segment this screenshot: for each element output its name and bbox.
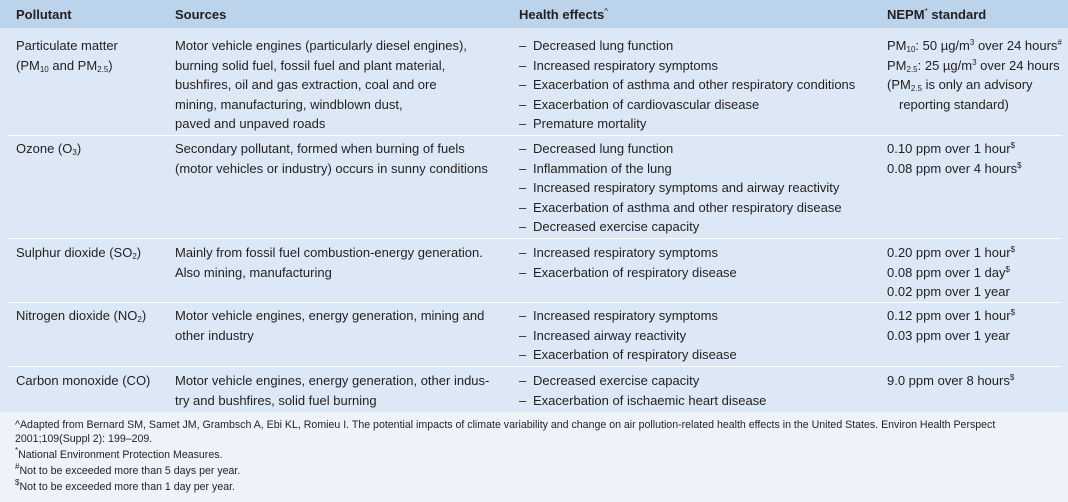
sources-cell: Secondary pollutant, formed when burning of fuels (motor vehicles or industry) occurs in sunny conditions	[175, 141, 488, 176]
sources-cell: Motor vehicle engines (particularly diesel engines), burning solid fuel, fossil fuel and plant material, bushfires, oil and gas extraction, coal and ore mining, manufacturing, windblown dust, paved and unpaved roads	[175, 38, 467, 132]
standard-cell: 0.10 ppm over 1 hour$ 0.08 ppm over 4 hours$	[887, 141, 1022, 176]
footnote-nepm: *National Environment Protection Measures.	[15, 446, 223, 461]
standard-cell: $PM_{10}$: 50 $\mu g/m^3$ over 24 hours# $PM_{2.5}$: 25 $\mu g/m^3$ over 24 hours ($PM_{2.5}$ is only an advisory reporting standard)	[887, 38, 1062, 112]
pollutant-cell: Sulphur dioxide $(SO_2)$	[16, 245, 142, 261]
standard-cell: 0.12 ppm over 1 hour$ 0.03 ppm over 1 year	[887, 308, 1016, 343]
footnote-dollar: $Not to be exceeded more than 1 day per year.	[15, 478, 235, 493]
sources-cell: Mainly from fossil fuel combustion-energy generation. Also mining, manufacturing	[175, 245, 483, 280]
sources-cell: Motor vehicle engines, energy generation, mining and other industry	[175, 308, 485, 343]
effects-cell: – Increased respiratory symptoms – Increased airway reactivity – Exacerbation of respiratory disease	[519, 308, 737, 363]
header-sources: Sources	[175, 7, 227, 22]
effects-cell: – Increased respiratory symptoms – Exacerbation of respiratory disease	[519, 245, 737, 280]
effects-cell: – Decreased lung function – Inflammation of the lung – Increased respiratory symptoms and airway reactivity – Exacerbation of asthma and other respiratory disease – Decreased exercise capacity	[519, 141, 842, 235]
table-header	[0, 0, 1068, 28]
pollutant-cell: Particulate matter ($PM_{10}$ and $PM_{2.5}$)	[16, 38, 118, 74]
row-divider	[8, 302, 1062, 303]
header-pollutant: Pollutant	[16, 7, 72, 22]
table-footnotes	[0, 412, 1068, 502]
pollutant-cell: Ozone $(O_3)$	[16, 141, 82, 157]
header-nepm-standard: NEPM* standard	[887, 7, 987, 22]
standard-cell: 9.0 ppm over 8 hours$	[887, 373, 1015, 388]
row-divider	[8, 135, 1062, 136]
row-divider	[8, 238, 1062, 239]
pollutant-cell: Carbon monoxide (CO)	[16, 373, 151, 388]
footnote-source-continued: 2001;109(Suppl 2): 199–209.	[15, 433, 153, 445]
footnote-source: ^Adapted from Bernard SM, Samet JM, Grambsch A, Ebi KL, Romieu I. The potential impacts of climate variability and change on air pollution-related health effects in the United States. Environ Health Perspect	[15, 419, 996, 431]
effects-cell: – Decreased exercise capacity – Exacerbation of ischaemic heart disease	[519, 373, 767, 408]
effects-cell: – Decreased lung function – Increased respiratory symptoms – Exacerbation of asthma and other respiratory conditions – Exacerbation of cardiovascular disease – Premature mortality	[519, 38, 856, 132]
standard-cell: 0.20 ppm over 1 hour$ 0.08 ppm over 1 day$ 0.02 ppm over 1 year	[887, 245, 1016, 300]
row-divider	[8, 366, 1062, 367]
sources-cell: Motor vehicle engines, energy generation, other indus- try and bushfires, solid fuel burning	[175, 373, 490, 408]
footnote-hash: #Not to be exceeded more than 5 days per year.	[15, 462, 241, 477]
header-health-effects: Health effects^	[519, 7, 609, 22]
pollutant-cell: Nitrogen dioxide $(NO_2)$	[16, 308, 147, 324]
